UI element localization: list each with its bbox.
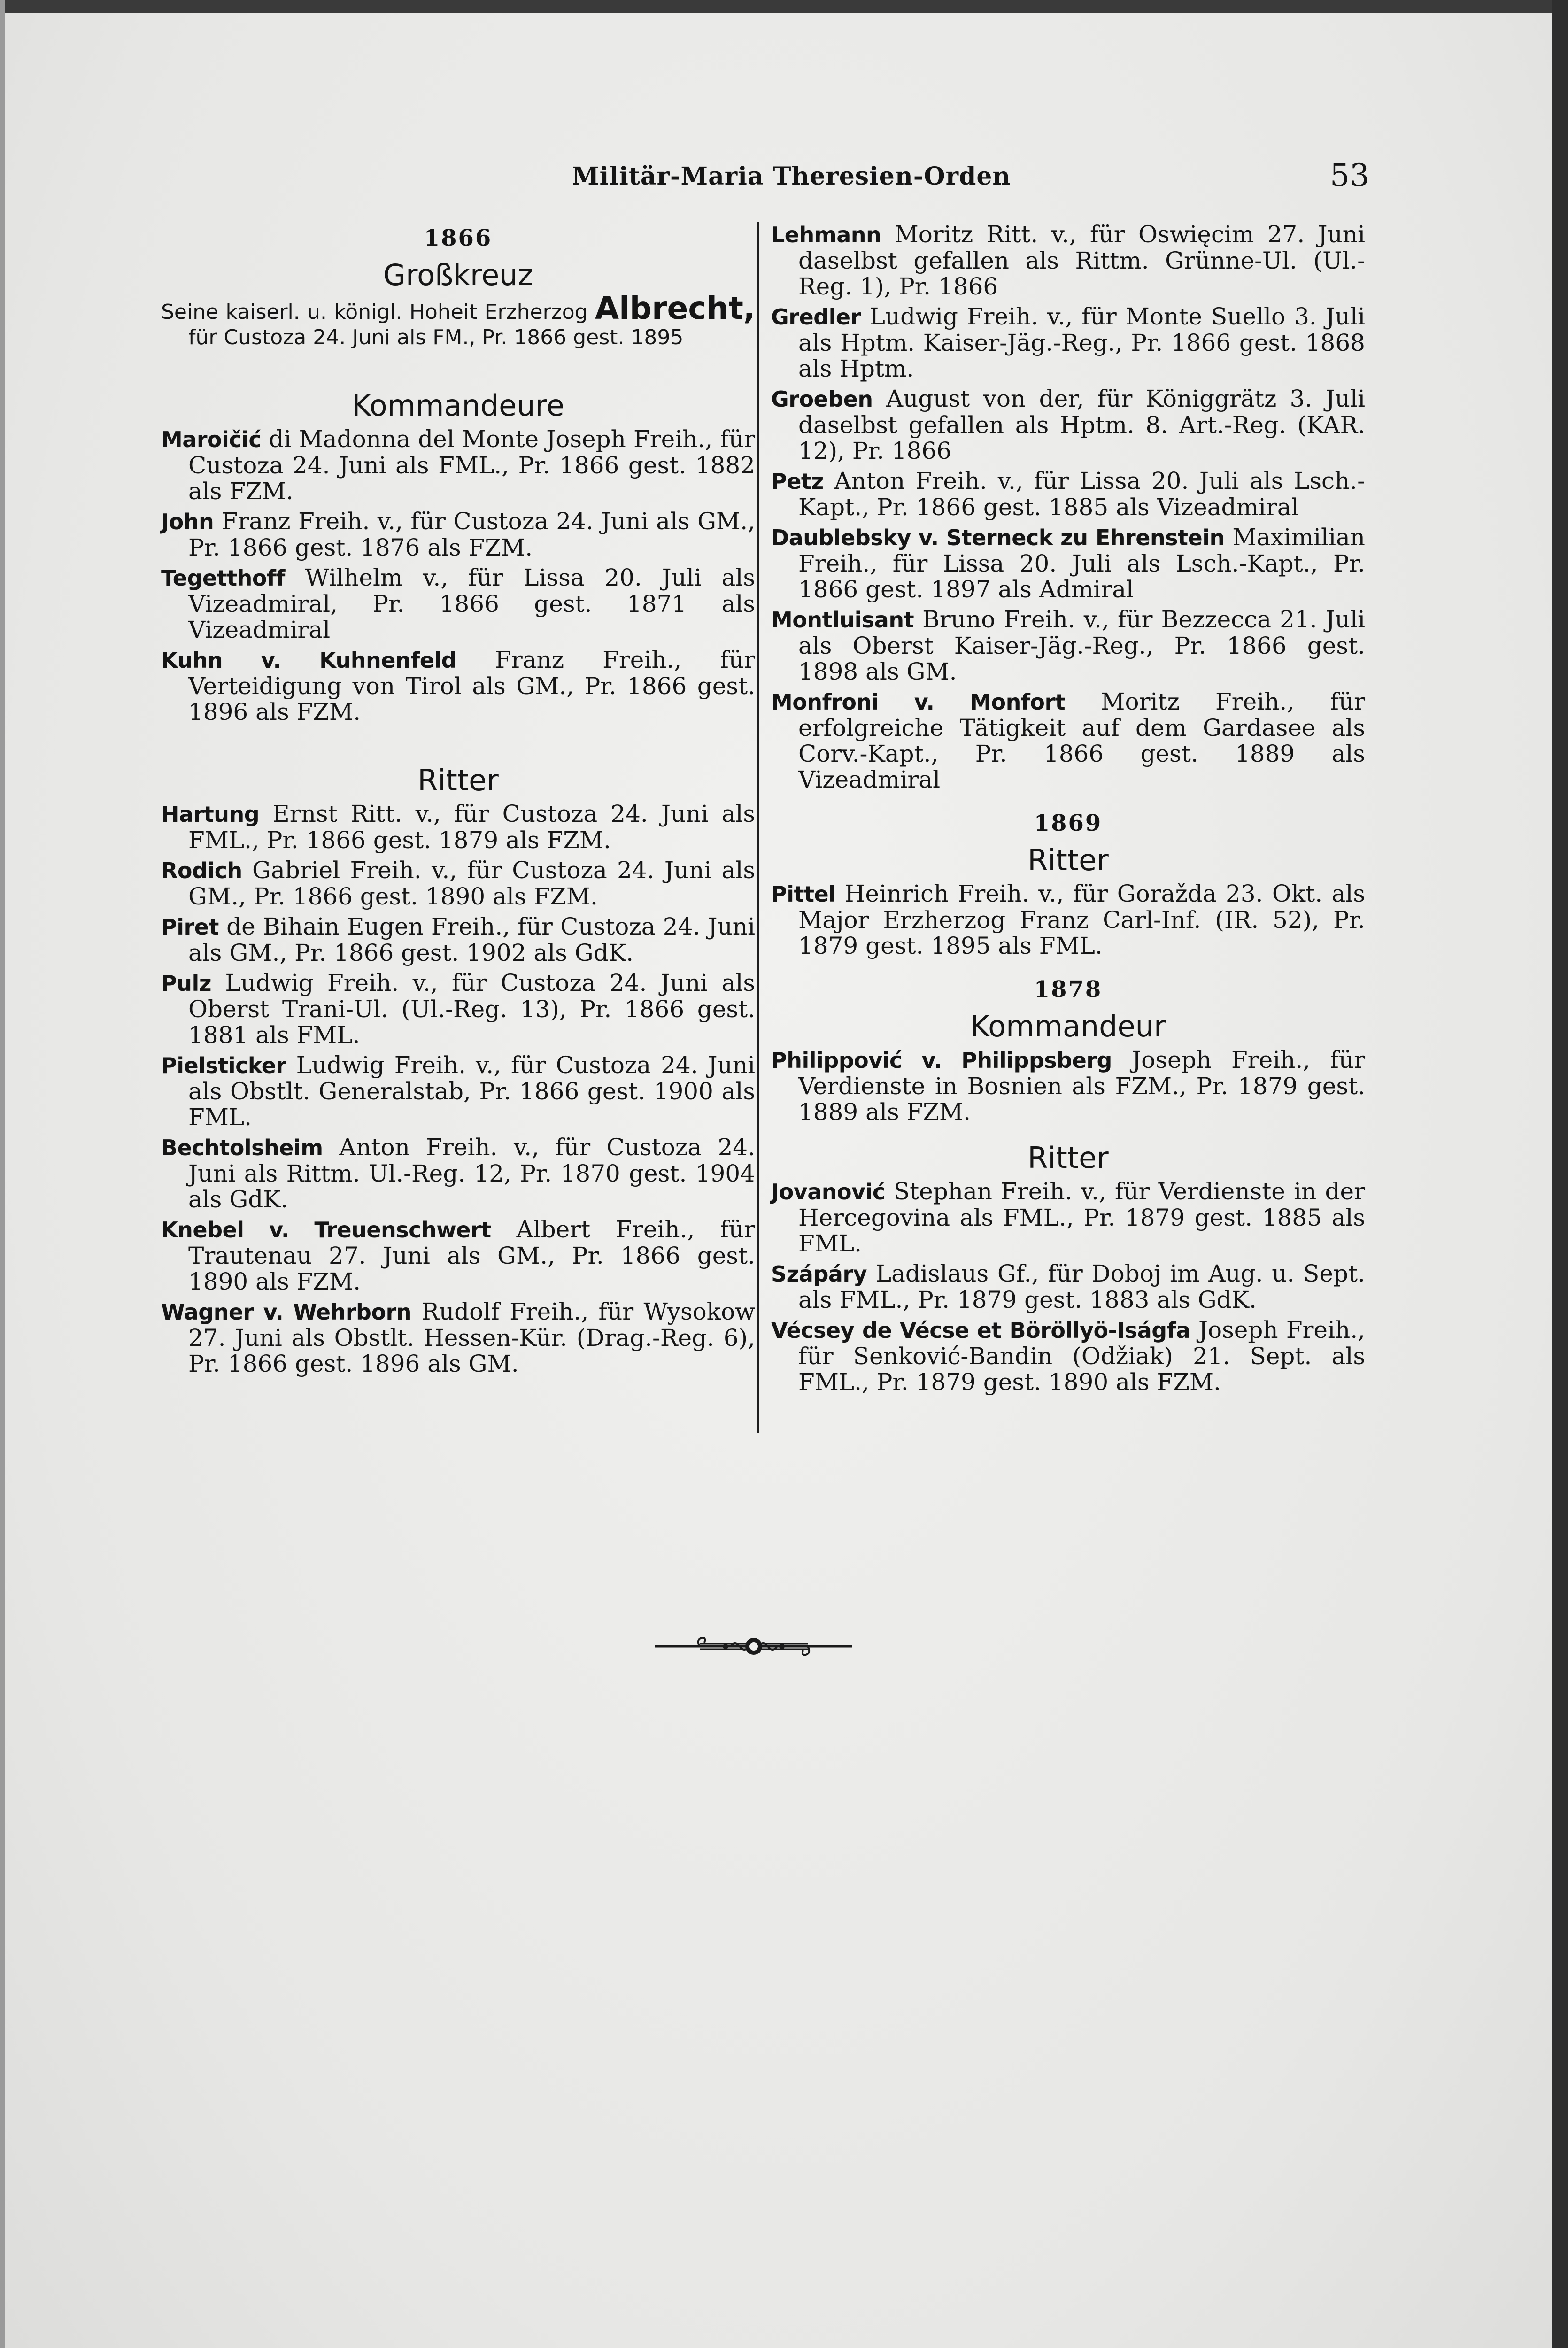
entry xyxy=(161,801,755,853)
entry-text: Moritz Ritt. v., für Oswięcim 27. Juni daselbst gefallen als Rittm. Grünne-Ul. (Ul.-Reg. 1), Pr. 1866 xyxy=(798,221,1365,300)
entry xyxy=(161,509,755,561)
entry-name: Pielsticker xyxy=(161,1053,286,1078)
entry-text: Bruno Freih. v., für Bezzecca 21. Juli als Oberst Kaiser-Jäg.-Reg., Pr. 1866 gest. 1898 als GM. xyxy=(798,606,1365,685)
year-heading-1878: 1878 xyxy=(1034,976,1103,1003)
entry-name: Philippović v. Philippsberg xyxy=(771,1048,1112,1073)
entry xyxy=(161,565,755,643)
entry-text: de Bihain Eugen Freih., für Custoza 24. Juni als GM., Pr. 1866 gest. 1902 als GdK. xyxy=(188,913,755,966)
entry-name: Gredler xyxy=(771,304,861,330)
entry xyxy=(771,222,1365,300)
column-divider xyxy=(757,222,759,1433)
entry-text: Rudolf Freih., für Wysokow 27. Juni als Obstlt. Hessen-Kür. (Drag.-Reg. 6), Pr. 1866 gest. 1896 als GM. xyxy=(188,1298,755,1377)
entry-name: Albrecht, xyxy=(595,290,755,326)
entry-name: Jovanović xyxy=(771,1179,885,1205)
right-column xyxy=(771,222,1365,1399)
entry-name: Rodich xyxy=(161,858,242,883)
entry-name: Daublebsky v. Sterneck zu Ehrenstein xyxy=(771,525,1225,550)
entry-name: Bechtolsheim xyxy=(161,1135,323,1160)
page-number: 53 xyxy=(1330,157,1369,193)
running-head: Militär-Maria Theresien-Orden xyxy=(572,162,1011,191)
entry xyxy=(771,386,1365,464)
entry-text: Gabriel Freih. v., für Custoza 24. Juni als GM., Pr. 1866 gest. 1890 als FZM. xyxy=(188,857,755,910)
entry-grosskreuz xyxy=(161,290,755,350)
entry-name: John xyxy=(161,509,214,534)
entry xyxy=(161,914,755,966)
entry xyxy=(161,1135,755,1213)
year-heading-1869: 1869 xyxy=(1034,810,1103,836)
section-ritter-1869: Ritter xyxy=(1027,843,1109,877)
entry-name: Pulz xyxy=(161,971,212,996)
entry-text: Franz Freih. v., für Custoza 24. Juni als GM., Pr. 1866 gest. 1876 als FZM. xyxy=(188,508,755,561)
scan-edge-left xyxy=(0,0,5,2348)
entry xyxy=(771,304,1365,382)
entry-text: Franz Freih., für Verteidigung von Tirol als GM., Pr. 1866 gest. 1896 als FZM. xyxy=(188,646,755,726)
entry-name: Vécsey de Vécse et Böröllyö-Iságfa xyxy=(771,1318,1190,1343)
entry-text: Stephan Freih. v., für Verdienste in der Hercegovina als FML., Pr. 1879 gest. 1885 als FML. xyxy=(798,1178,1365,1257)
section-grosskreuz: Großkreuz xyxy=(383,258,533,292)
scan-edge-top xyxy=(0,0,1568,13)
entry-text: Ludwig Freih. v., für Custoza 24. Juni als Obstlt. Generalstab, Pr. 1866 gest. 1900 als FML. xyxy=(188,1051,755,1131)
entry-name: Petz xyxy=(771,469,824,494)
entry-text: Joseph Freih., für Senković-Bandin (Odžiak) 21. Sept. als FML., Pr. 1879 gest. 1890 als FZM. xyxy=(798,1316,1365,1396)
entry xyxy=(161,1299,755,1377)
entry-name: Wagner v. Wehrborn xyxy=(161,1299,411,1325)
entry-name: Groeben xyxy=(771,386,873,412)
section-ritter-1878: Ritter xyxy=(1027,1141,1109,1175)
entry-text: Ludwig Freih. v., für Monte Suello 3. Juli als Hptm. Kaiser-Jäg.-Reg., Pr. 1866 gest. 1868 als Hptm. xyxy=(798,303,1365,382)
entry-text: für Custoza 24. Juni als FM., Pr. 1866 gest. 1895 xyxy=(188,325,684,349)
entry-name: Hartung xyxy=(161,802,260,827)
entry-text: Ludwig Freih. v., für Custoza 24. Juni als Oberst Trani-Ul. (Ul.-Reg. 13), Pr. 1866 gest. 1881 als FML. xyxy=(188,969,755,1049)
entry-name: Kuhn v. Kuhnenfeld xyxy=(161,648,457,673)
section-kommandeure: Kommandeure xyxy=(352,388,564,423)
entry-name: Piret xyxy=(161,914,219,940)
entry xyxy=(771,607,1365,685)
entry xyxy=(161,647,755,725)
entry xyxy=(771,468,1365,520)
entry-name: Lehmann xyxy=(771,222,881,247)
scan-edge-right xyxy=(1552,0,1568,2348)
entry-text: August von der, für Königgrätz 3. Juli daselbst gefallen als Hptm. 8. Art.-Reg. (KAR. 12), Pr. 1866 xyxy=(798,385,1365,464)
entry xyxy=(161,1052,755,1130)
entry-text: Moritz Freih., für erfolgreiche Tätigkeit auf dem Gardasee als Corv.-Kapt., Pr. 1866 gest. 1889 als Vizeadmiral xyxy=(798,688,1365,793)
entry xyxy=(771,1179,1365,1257)
entry-text: Albert Freih., für Trautenau 27. Juni als GM., Pr. 1866 gest. 1890 als FZM. xyxy=(188,1216,755,1295)
entry xyxy=(771,525,1365,602)
entry xyxy=(771,689,1365,793)
entry-text: Joseph Freih., für Verdienste in Bosnien als FZM., Pr. 1879 gest. 1889 als FZM. xyxy=(798,1046,1365,1126)
entry-name: Pittel xyxy=(771,881,836,907)
entry xyxy=(771,881,1365,959)
entry-prefix: Seine kaiserl. u. königl. Hoheit Erzherzog xyxy=(161,300,595,324)
entry-name: Knebel v. Treuenschwert xyxy=(161,1217,491,1243)
entry-name: Maroičić xyxy=(161,427,262,452)
entry xyxy=(161,1217,755,1295)
entry-text: Ladislaus Gf., für Doboj im Aug. u. Sept. als FML., Pr. 1879 gest. 1883 als GdK. xyxy=(798,1260,1365,1313)
entry-name: Szápáry xyxy=(771,1261,867,1287)
section-ritter: Ritter xyxy=(417,763,499,797)
section-kommandeur-1878: Kommandeur xyxy=(970,1009,1166,1043)
entry-text: Ernst Ritt. v., für Custoza 24. Juni als FML., Pr. 1866 gest. 1879 als FZM. xyxy=(188,800,755,854)
entry xyxy=(771,1047,1365,1125)
year-heading-1866: 1866 xyxy=(424,225,493,251)
entry-name: Monfroni v. Monfort xyxy=(771,689,1066,715)
left-column xyxy=(161,222,755,1381)
entry xyxy=(771,1261,1365,1313)
entry-text: Maximilian Freih., für Lissa 20. Juli als Lsch.-Kapt., Pr. 1866 gest. 1897 als Admiral xyxy=(798,524,1365,603)
entry-name: Montluisant xyxy=(771,607,914,633)
entry-text: Heinrich Freih. v., für Goražda 23. Okt. als Major Erzherzog Franz Carl-Inf. (IR. 52), Pr. 1879 gest. 1895 als FML. xyxy=(798,880,1365,959)
entry-text: Wilhelm v., für Lissa 20. Juli als Vizeadmiral, Pr. 1866 gest. 1871 als Vizeadmiral xyxy=(188,564,755,643)
entry xyxy=(161,857,755,910)
tailpiece-ornament-icon xyxy=(655,1632,852,1661)
entry-text: Anton Freih. v., für Custoza 24. Juni als Rittm. Ul.-Reg. 12, Pr. 1870 gest. 1904 als GdK. xyxy=(188,1134,755,1213)
entry-text: di Madonna del Monte Joseph Freih., für Custoza 24. Juni als FML., Pr. 1866 gest. 1882 als FZM. xyxy=(188,425,755,505)
entry xyxy=(161,970,755,1048)
entry xyxy=(161,426,755,504)
entry-name: Tegetthoff xyxy=(161,565,285,591)
entry-text: Anton Freih. v., für Lissa 20. Juli als Lsch.-Kapt., Pr. 1866 gest. 1885 als Vizeadmiral xyxy=(798,467,1365,521)
entry xyxy=(771,1317,1365,1395)
